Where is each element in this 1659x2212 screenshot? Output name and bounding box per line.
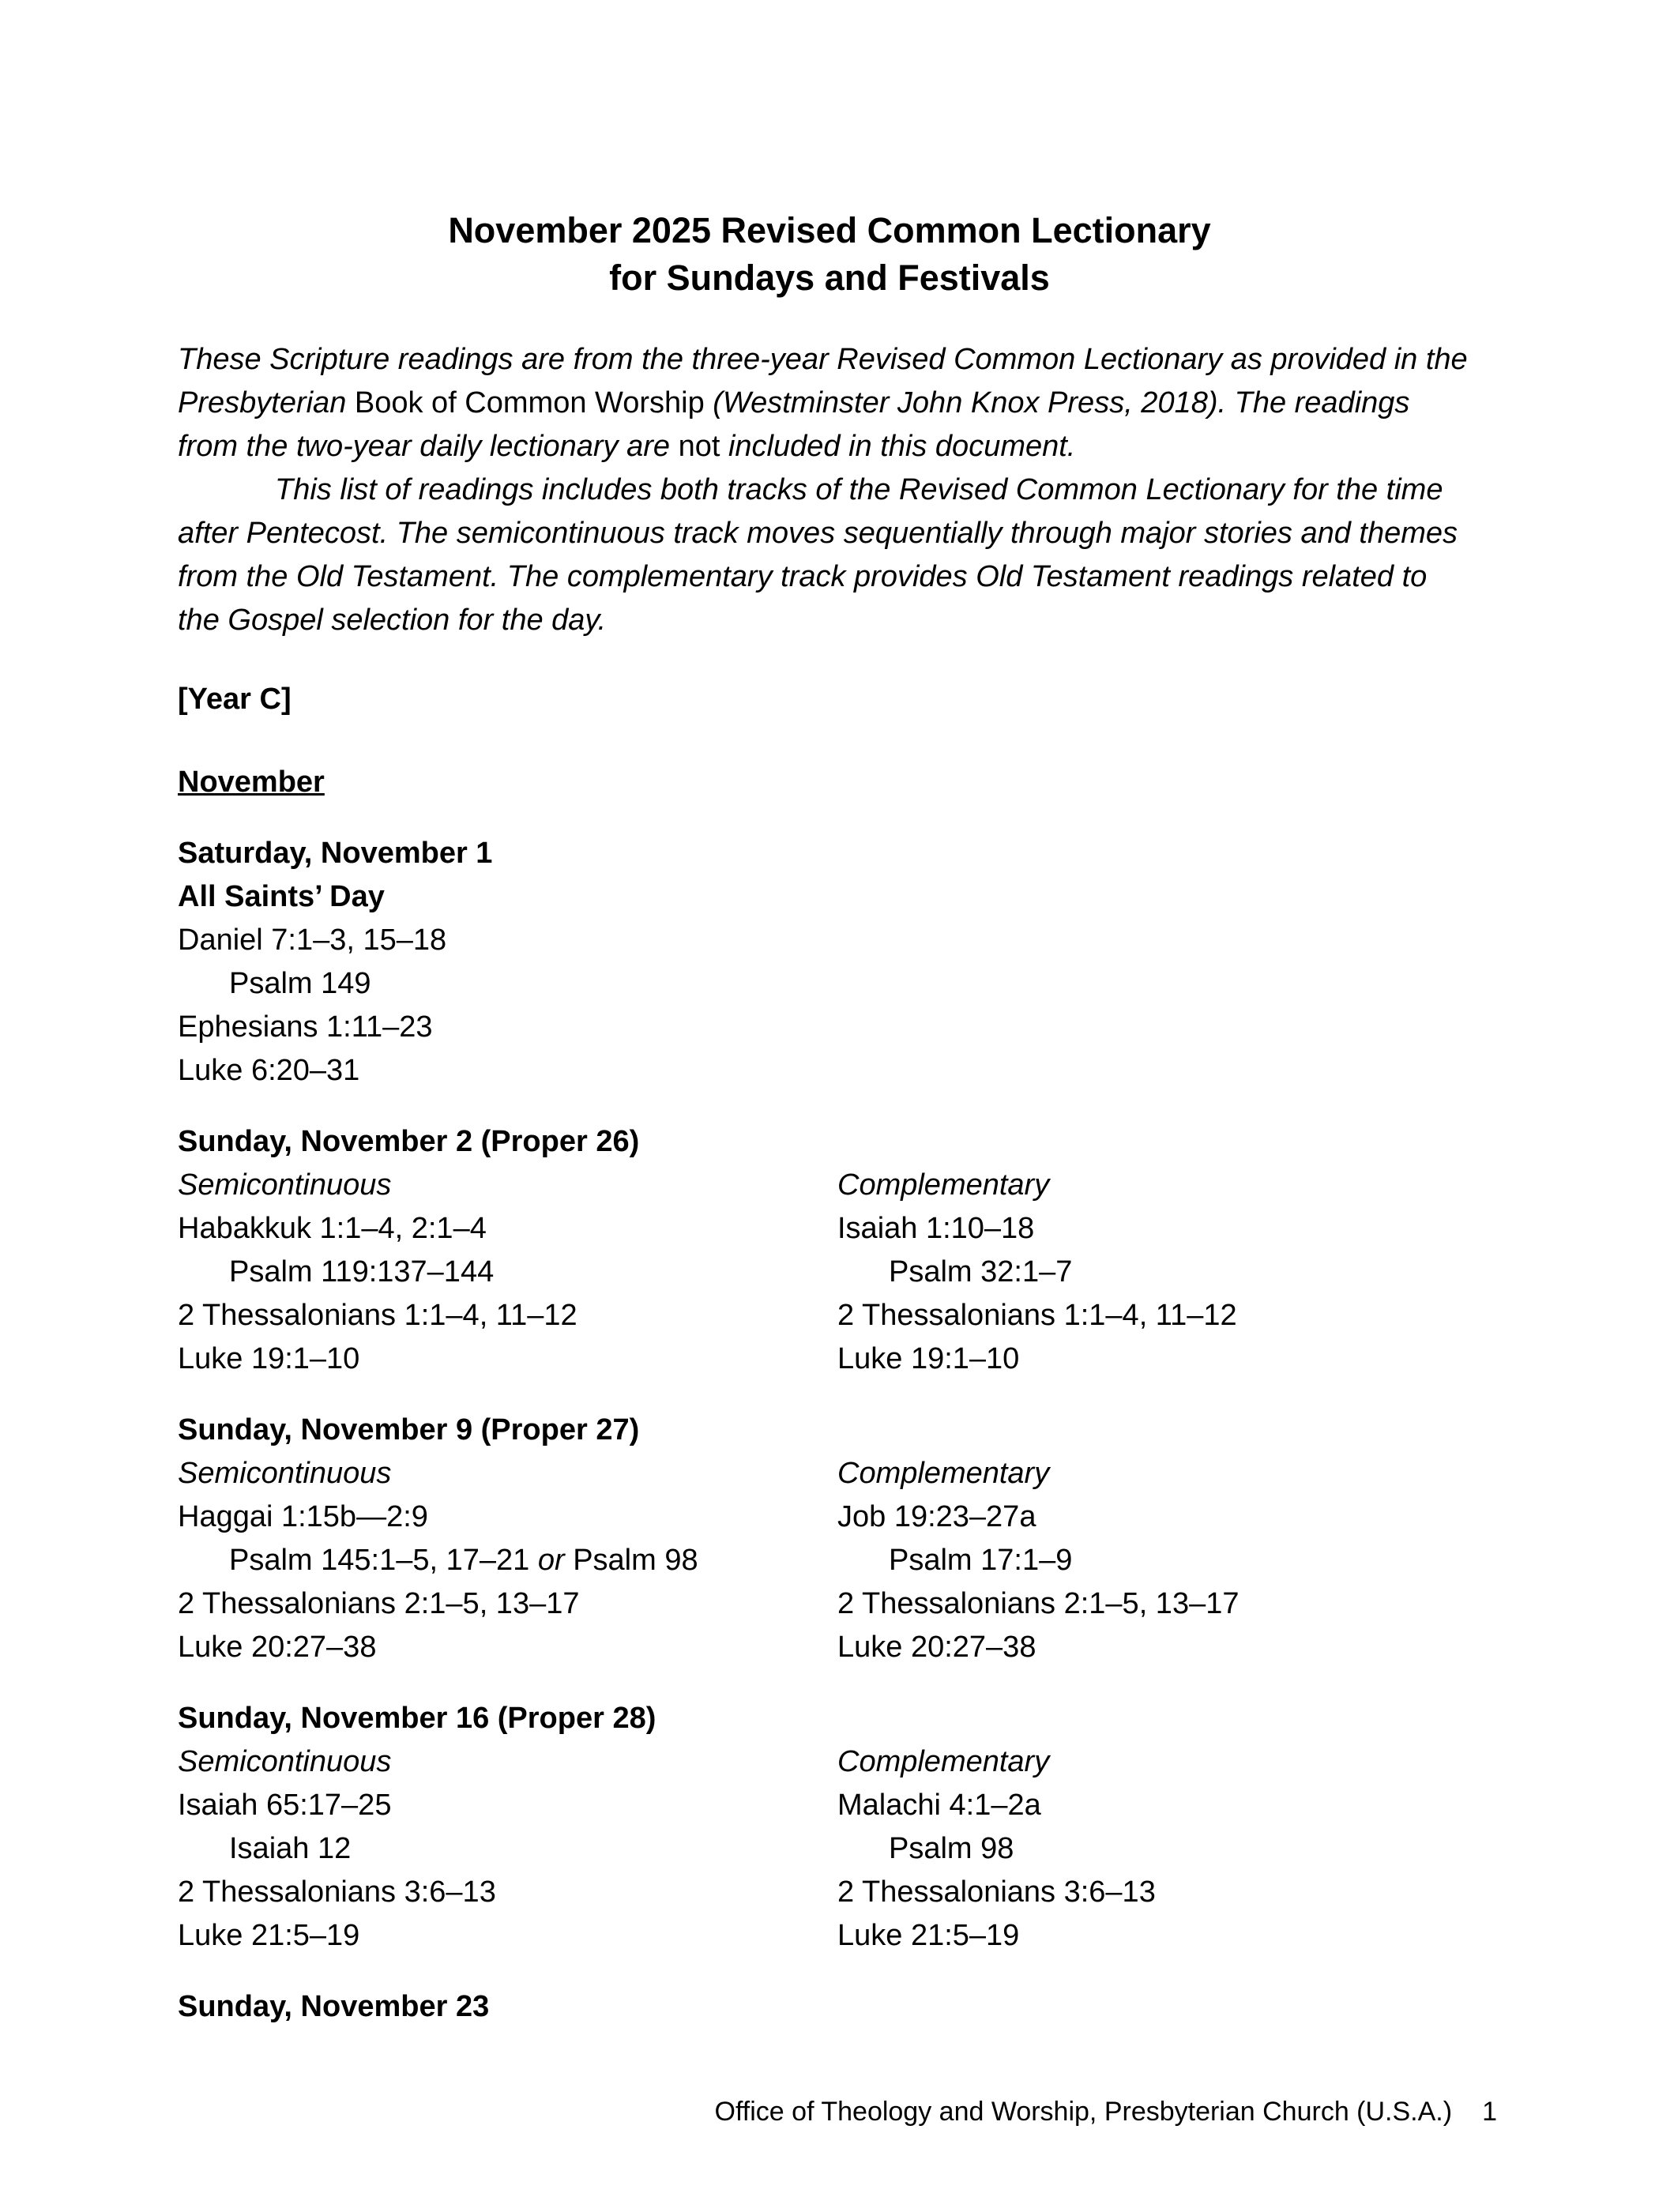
page-footer [178, 2095, 1497, 2128]
section-subheading: All Saints’ Day [178, 880, 385, 913]
reading-line: Luke 20:27–38 [837, 1631, 1036, 1664]
reading-line-psalm [178, 1539, 837, 1582]
reading-line-psalm: Isaiah 12 [229, 1832, 352, 1865]
reading-row [178, 1582, 1481, 1626]
reading-row [178, 1539, 1481, 1582]
track-label-row [178, 1452, 1481, 1495]
reading-line: Isaiah 1:10–18 [837, 1212, 1035, 1245]
reading-line: 2 Thessalonians 2:1–5, 13–17 [837, 1587, 1240, 1620]
section-heading: Sunday, November 23 [178, 1990, 490, 2023]
reading-row [178, 1207, 1481, 1251]
reading-row [178, 1827, 1481, 1871]
month-heading [178, 761, 1481, 804]
intro-text: from the Old Testament. The complementary track provides Old Testament readings related to [178, 560, 1428, 593]
reading-line: Haggai 1:15b—2:9 [178, 1500, 428, 1533]
reading-line-psalm: Psalm 98 [889, 1832, 1014, 1865]
section-heading: Sunday, November 9 (Proper 27) [178, 1413, 640, 1446]
complementary-label: Complementary [837, 1457, 1050, 1490]
section-november-23 [178, 1985, 1481, 2029]
intro-text: the Gospel selection for the day. [178, 604, 607, 637]
reading-line: Luke 19:1–10 [837, 1342, 1020, 1375]
reading-line: 2 Thessalonians 3:6–13 [178, 1875, 496, 1909]
page-content [0, 207, 1659, 2029]
reading-line: Luke 21:5–19 [178, 1919, 360, 1952]
reading-row [178, 1495, 1481, 1539]
reading-line: Luke 19:1–10 [178, 1342, 360, 1375]
intro-line [178, 468, 1481, 512]
or-word: or [537, 1544, 565, 1577]
reading-line: Isaiah 65:17–25 [178, 1789, 392, 1822]
reading-line-psalm: Psalm 32:1–7 [889, 1255, 1073, 1288]
intro-text: These Scripture readings are from the three-year Revised Common Lectionary as provided in the [178, 343, 1468, 376]
intro-text: This list of readings includes both tracks of the Revised Common Lectionary for the time [275, 473, 1443, 506]
track-label-row [178, 1164, 1481, 1207]
reading-line: Malachi 4:1–2a [837, 1789, 1041, 1822]
reading-line: Luke 20:27–38 [178, 1631, 377, 1664]
title-line-2: for Sundays and Festivals [609, 258, 1050, 298]
page-number: 1 [1482, 2097, 1497, 2127]
section-november-16 [178, 1697, 1481, 1958]
year-label: [Year C] [178, 683, 292, 716]
reading-line: 2 Thessalonians 1:1–4, 11–12 [178, 1299, 577, 1332]
reading-row [178, 1914, 1481, 1958]
section-heading: Sunday, November 16 (Proper 28) [178, 1702, 656, 1735]
reading-line: Ephesians 1:11–23 [178, 1010, 433, 1044]
psalm-text: Psalm 145:1–5, 17–21 [229, 1544, 538, 1577]
track-label-row [178, 1740, 1481, 1784]
reading-line: Job 19:23–27a [837, 1500, 1036, 1533]
psalm-text: Psalm 98 [564, 1544, 698, 1577]
intro-line [178, 599, 1481, 642]
reading-row [178, 1294, 1481, 1337]
reading-row [178, 1337, 1481, 1381]
reading-line: Habakkuk 1:1–4, 2:1–4 [178, 1212, 487, 1245]
reading-line-psalm: Psalm 17:1–9 [889, 1544, 1073, 1577]
section-heading: Saturday, November 1 [178, 837, 493, 870]
reading-line-psalm: Psalm 149 [229, 967, 371, 1000]
intro-line [178, 338, 1481, 382]
intro-paragraphs [178, 338, 1481, 642]
document-title [178, 207, 1481, 302]
reading-line: 2 Thessalonians 2:1–5, 13–17 [178, 1587, 580, 1620]
section-november-2 [178, 1120, 1481, 1381]
emphasis-not-roman: not [678, 430, 728, 463]
book-title-roman: Book of Common Worship [354, 386, 713, 419]
reading-line: 2 Thessalonians 1:1–4, 11–12 [837, 1299, 1237, 1332]
intro-text: after Pentecost. The semicontinuous track moves sequentially through major stories and themes [178, 517, 1458, 550]
intro-text: (Westminster John Knox Press, 2018). The readings [713, 386, 1410, 419]
intro-line [178, 425, 1481, 468]
intro-line [178, 555, 1481, 599]
semicontinuous-label: Semicontinuous [178, 1457, 392, 1490]
semicontinuous-label: Semicontinuous [178, 1168, 392, 1202]
section-heading: Sunday, November 2 (Proper 26) [178, 1125, 640, 1158]
intro-line [178, 382, 1481, 425]
complementary-label: Complementary [837, 1168, 1050, 1202]
reading-line-psalm: Psalm 119:137–144 [229, 1255, 495, 1288]
semicontinuous-label: Semicontinuous [178, 1745, 392, 1778]
reading-line: Daniel 7:1–3, 15–18 [178, 924, 447, 957]
complementary-label: Complementary [837, 1745, 1050, 1778]
title-line-1: November 2025 Revised Common Lectionary [448, 210, 1211, 250]
reading-line: 2 Thessalonians 3:6–13 [837, 1875, 1156, 1909]
intro-text: Presbyterian [178, 386, 355, 419]
month-heading-text: November [178, 766, 325, 799]
reading-row [178, 1251, 1481, 1294]
section-november-9 [178, 1409, 1481, 1669]
intro-text: included in this document. [728, 430, 1076, 463]
intro-text: from the two-year daily lectionary are [178, 430, 679, 463]
reading-row [178, 1871, 1481, 1914]
intro-line [178, 512, 1481, 555]
reading-row [178, 1784, 1481, 1827]
reading-line: Luke 21:5–19 [837, 1919, 1020, 1952]
reading-row [178, 1626, 1481, 1669]
footer-text: Office of Theology and Worship, Presbyterian Church (U.S.A.) [714, 2097, 1453, 2127]
section-november-1 [178, 832, 1481, 1093]
reading-line: Luke 6:20–31 [178, 1054, 360, 1087]
